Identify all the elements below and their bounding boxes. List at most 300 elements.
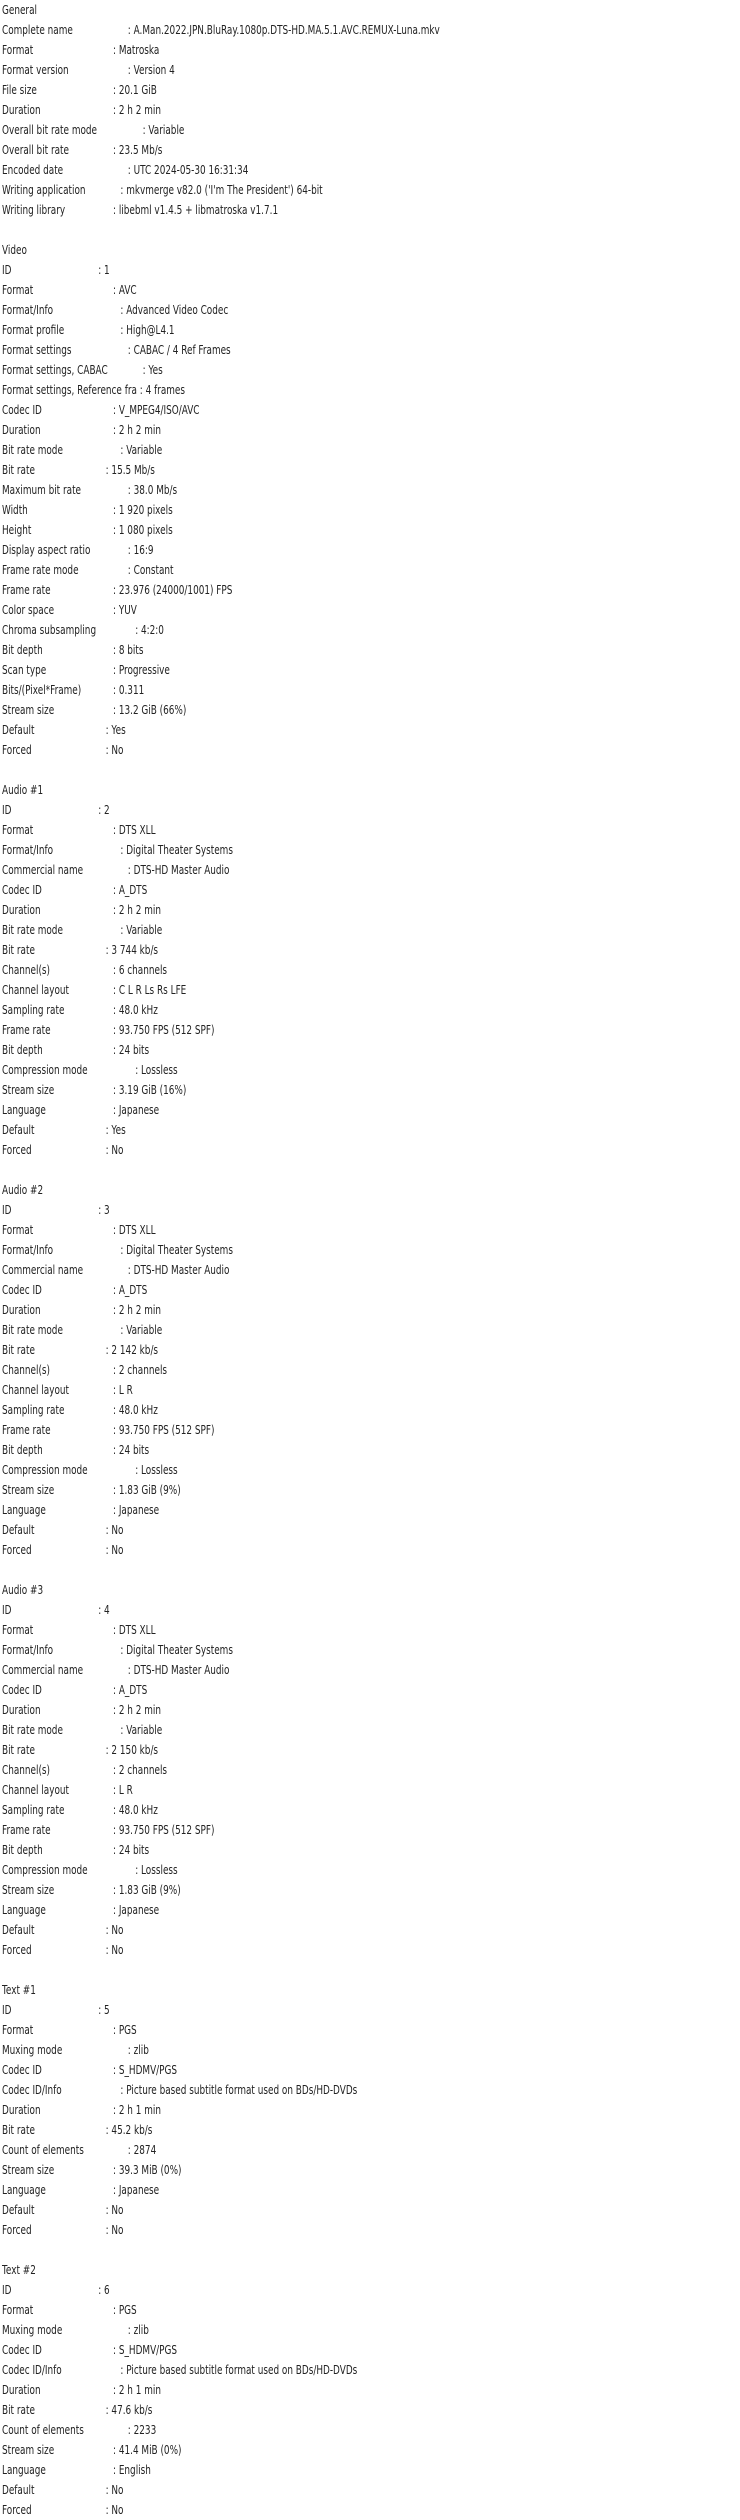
field-label: File size	[2, 83, 37, 97]
field-label: Bit rate	[2, 1743, 35, 1757]
field-label: Height	[2, 523, 32, 537]
field-separator: :	[113, 683, 119, 697]
field-value: C L R Ls Rs LFE	[118, 983, 187, 997]
field-row	[2, 600, 547, 620]
field-separator: :	[113, 1423, 119, 1437]
field-label: Format version	[2, 63, 69, 77]
field-row	[2, 400, 547, 420]
field-row	[2, 2220, 547, 2240]
section-title: General	[2, 3, 37, 17]
field-label: Channel layout	[2, 1383, 69, 1397]
field-label: Codec ID	[2, 883, 42, 897]
field-label: Commercial name	[2, 1663, 84, 1677]
field-label: Codec ID	[2, 2343, 42, 2357]
field-value: 1.83 GiB (9%)	[118, 1483, 181, 1497]
field-value: YUV	[118, 603, 137, 617]
field-row	[2, 1020, 547, 1040]
field-value: 3.19 GiB (16%)	[118, 1083, 187, 1097]
field-row	[2, 360, 547, 380]
field-label: Default	[2, 2483, 35, 2497]
field-label: Compression mode	[2, 1863, 88, 1877]
field-separator: :	[113, 703, 119, 717]
field-separator: :	[113, 1883, 119, 1897]
field-row	[2, 1820, 547, 1840]
field-label: Duration	[2, 2383, 41, 2397]
field-label: Count of elements	[2, 2143, 84, 2157]
field-value: No	[111, 743, 124, 757]
field-separator: :	[127, 343, 134, 357]
field-label: Forced	[2, 2223, 32, 2237]
field-row	[2, 2280, 547, 2300]
field-row	[2, 2040, 547, 2060]
field-label: ID	[2, 263, 12, 277]
field-value: Picture based subtitle format used on BDs/HD-DVDs	[126, 2083, 358, 2097]
field-label: Channel layout	[2, 1783, 69, 1797]
field-label: Language	[2, 1503, 46, 1517]
field-separator: :	[105, 463, 112, 477]
section-general	[2, 0, 547, 240]
field-label: Default	[2, 1123, 35, 1137]
field-row	[2, 2440, 547, 2460]
field-separator: :	[98, 1603, 105, 1617]
field-separator: :	[113, 403, 119, 417]
field-separator: :	[135, 623, 142, 637]
field-label: Commercial name	[2, 863, 84, 877]
field-label: Codec ID	[2, 1683, 42, 1697]
field-row	[2, 680, 547, 700]
field-separator: :	[105, 2123, 112, 2137]
field-value: 3	[104, 1203, 110, 1217]
field-value: No	[111, 1923, 124, 1937]
field-value: S_HDMV/PGS	[118, 2063, 178, 2077]
field-label: Codec ID/Info	[2, 2083, 62, 2097]
field-row	[2, 540, 547, 560]
field-value: 4:2:0	[141, 623, 164, 637]
field-value: 2 142 kb/s	[111, 1343, 159, 1357]
field-value: DTS XLL	[118, 1223, 156, 1237]
field-row	[2, 180, 547, 200]
field-separator: :	[113, 103, 119, 117]
field-row	[2, 1440, 547, 1460]
field-row	[2, 500, 547, 520]
field-row	[2, 1080, 547, 1100]
field-separator: :	[135, 1863, 142, 1877]
field-label: Frame rate mode	[2, 563, 79, 577]
field-row	[2, 2500, 547, 2520]
field-label: Overall bit rate	[2, 143, 70, 157]
field-value: 16:9	[133, 543, 154, 557]
field-row	[2, 2100, 547, 2120]
field-separator: :	[113, 423, 119, 437]
field-separator: :	[113, 963, 119, 977]
field-separator: :	[105, 1343, 112, 1357]
field-separator: :	[142, 123, 149, 137]
field-row	[2, 200, 547, 220]
field-value: Lossless	[141, 1063, 178, 1077]
field-label: Bit depth	[2, 643, 43, 657]
field-row	[2, 2060, 547, 2080]
field-value: Variable	[126, 443, 163, 457]
field-separator: :	[113, 1843, 119, 1857]
field-value: 2 h 1 min	[118, 2103, 161, 2117]
field-label: Forced	[2, 743, 32, 757]
field-label: Duration	[2, 423, 41, 437]
field-row	[2, 2340, 547, 2360]
section-spacer	[2, 1560, 547, 1580]
section-title: Video	[2, 243, 27, 257]
field-label: Format	[2, 283, 34, 297]
field-row	[2, 1340, 547, 1360]
field-value: High@L4.1	[126, 323, 175, 337]
field-value: A.Man.2022.JPN.BluRay.1080p.DTS-HD.MA.5.1.AVC.REMUX-Luna.mkv	[133, 23, 440, 37]
field-row	[2, 880, 547, 900]
field-row	[2, 700, 547, 720]
field-label: Format settings, CABAC	[2, 363, 108, 377]
field-label: Bit rate mode	[2, 1323, 63, 1337]
field-label: Frame rate	[2, 1823, 51, 1837]
field-label: Width	[2, 503, 28, 517]
field-separator: :	[98, 2003, 105, 2017]
field-value: 23.5 Mb/s	[118, 143, 163, 157]
field-label: Language	[2, 2463, 46, 2477]
field-row	[2, 2380, 547, 2400]
field-value: CABAC / 4 Ref Frames	[133, 343, 231, 357]
field-separator: :	[113, 523, 119, 537]
section-spacer	[2, 2240, 547, 2260]
field-label: Duration	[2, 1303, 41, 1317]
field-value: 20.1 GiB	[118, 83, 157, 97]
field-row	[2, 1060, 547, 1080]
field-separator: :	[127, 23, 134, 37]
field-value: DTS XLL	[118, 823, 156, 837]
field-label: Frame rate	[2, 583, 51, 597]
field-separator: :	[127, 163, 134, 177]
field-separator: :	[105, 943, 112, 957]
field-separator: :	[120, 2363, 127, 2377]
field-label: Channel(s)	[2, 963, 51, 977]
field-row	[2, 2140, 547, 2160]
field-value: 8 bits	[118, 643, 144, 657]
field-separator: :	[113, 1503, 119, 1517]
field-separator: :	[113, 1383, 119, 1397]
field-separator: :	[113, 1303, 119, 1317]
field-value: A_DTS	[118, 1283, 148, 1297]
field-value: A_DTS	[118, 883, 148, 897]
section-video	[2, 240, 547, 780]
field-label: Bit rate	[2, 463, 35, 477]
field-separator: :	[135, 1463, 142, 1477]
field-separator: :	[135, 1063, 142, 1077]
field-value: 39.3 MiB (0%)	[118, 2163, 182, 2177]
field-value: 13.2 GiB (66%)	[118, 703, 187, 717]
field-value: 2233	[133, 2423, 157, 2437]
field-label: Bit rate mode	[2, 443, 63, 457]
field-row	[2, 140, 547, 160]
field-label: Format	[2, 1223, 34, 1237]
field-label: Format/Info	[2, 1243, 54, 1257]
field-value: UTC 2024-05-30 16:31:34	[133, 163, 249, 177]
field-label: Muxing mode	[2, 2043, 63, 2057]
field-separator: :	[105, 1523, 112, 1537]
field-row	[2, 1300, 547, 1320]
field-row	[2, 1800, 547, 1820]
field-separator: :	[105, 1943, 112, 1957]
field-value: 2 150 kb/s	[111, 1743, 159, 1757]
field-row	[2, 1280, 547, 1300]
field-row	[2, 2200, 547, 2220]
field-separator: :	[105, 1143, 112, 1157]
section-spacer	[2, 1160, 547, 1180]
field-row	[2, 260, 547, 280]
field-row	[2, 1900, 547, 1920]
field-separator: :	[136, 383, 146, 397]
field-row	[2, 580, 547, 600]
field-value: 2 h 2 min	[118, 103, 161, 117]
field-row	[2, 320, 547, 340]
field-separator: :	[113, 203, 119, 217]
section-title: Text #2	[2, 2263, 36, 2277]
field-label: Bit rate mode	[2, 1723, 63, 1737]
section-title: Audio #2	[2, 1183, 44, 1197]
field-label: Bit rate	[2, 2123, 35, 2137]
field-value: 2 h 2 min	[118, 903, 161, 917]
field-separator: :	[113, 823, 119, 837]
section-text-1	[2, 1980, 547, 2260]
field-row	[2, 1380, 547, 1400]
field-label: Stream size	[2, 1883, 55, 1897]
field-value: libebml v1.4.5 + libmatroska v1.7.1	[118, 203, 279, 217]
field-separator: :	[127, 2043, 134, 2057]
field-row	[2, 1460, 547, 1480]
field-value: 2 channels	[118, 1763, 168, 1777]
field-separator: :	[120, 1643, 127, 1657]
field-label: Commercial name	[2, 1263, 84, 1277]
field-separator: :	[127, 483, 134, 497]
field-separator: :	[113, 2303, 119, 2317]
field-separator: :	[127, 2143, 134, 2157]
field-separator: :	[113, 2163, 119, 2177]
field-label: Writing library	[2, 203, 66, 217]
field-row	[2, 2400, 547, 2420]
field-row	[2, 1860, 547, 1880]
field-row	[2, 980, 547, 1000]
field-value: Digital Theater Systems	[126, 1643, 233, 1657]
field-label: ID	[2, 803, 12, 817]
field-row	[2, 940, 547, 960]
field-row	[2, 920, 547, 940]
field-label: Overall bit rate mode	[2, 123, 98, 137]
field-separator: :	[127, 1263, 134, 1277]
field-separator: :	[113, 1003, 119, 1017]
field-value: DTS-HD Master Audio	[133, 1263, 230, 1277]
field-label: Encoded date	[2, 163, 64, 177]
field-label: ID	[2, 1203, 12, 1217]
field-value: Variable	[126, 1723, 163, 1737]
field-separator: :	[113, 43, 119, 57]
field-separator: :	[120, 443, 127, 457]
field-label: Codec ID	[2, 403, 42, 417]
field-row	[2, 2160, 547, 2180]
field-row	[2, 120, 547, 140]
field-value: 4 frames	[145, 383, 186, 397]
field-label: Default	[2, 1923, 35, 1937]
field-label: ID	[2, 2283, 12, 2297]
field-row	[2, 1540, 547, 1560]
field-value: No	[111, 1543, 124, 1557]
field-row	[2, 460, 547, 480]
field-value: Picture based subtitle format used on BDs/HD-DVDs	[126, 2363, 358, 2377]
section-audio-3	[2, 1580, 547, 1980]
field-value: 2 h 2 min	[118, 1303, 161, 1317]
section-spacer	[2, 1960, 547, 1980]
field-separator: :	[127, 863, 134, 877]
field-value: Variable	[126, 923, 163, 937]
field-row	[2, 340, 547, 360]
field-label: Bit rate	[2, 1343, 35, 1357]
field-separator: :	[113, 643, 119, 657]
field-separator: :	[127, 2323, 134, 2337]
field-row	[2, 620, 547, 640]
field-row	[2, 2120, 547, 2140]
field-label: Bits/(Pixel*Frame)	[2, 683, 82, 697]
field-separator: :	[113, 2183, 119, 2197]
field-value: 1 080 pixels	[118, 523, 173, 537]
field-label: Stream size	[2, 1083, 55, 1097]
field-label: Chroma subsampling	[2, 623, 97, 637]
field-value: 5	[104, 2003, 110, 2017]
field-separator: :	[127, 1663, 134, 1677]
field-row	[2, 40, 547, 60]
field-value: No	[111, 2503, 124, 2517]
field-value: 48.0 kHz	[118, 1803, 158, 1817]
field-value: 93.750 FPS (512 SPF)	[118, 1023, 215, 1037]
field-separator: :	[105, 2403, 112, 2417]
field-separator: :	[120, 843, 127, 857]
field-row	[2, 1480, 547, 1500]
field-row	[2, 800, 547, 820]
field-separator: :	[105, 2483, 112, 2497]
field-value: Progressive	[118, 663, 170, 677]
field-label: Bit depth	[2, 1043, 43, 1057]
field-value: Yes	[111, 723, 126, 737]
field-separator: :	[105, 1743, 112, 1757]
field-separator: :	[113, 1103, 119, 1117]
field-separator: :	[105, 1923, 112, 1937]
field-separator: :	[113, 603, 119, 617]
field-row	[2, 720, 547, 740]
field-row	[2, 80, 547, 100]
field-value: PGS	[118, 2303, 137, 2317]
field-label: Language	[2, 2183, 46, 2197]
field-label: Format	[2, 823, 34, 837]
field-label: Forced	[2, 1543, 32, 1557]
field-value: 47.6 kb/s	[111, 2403, 153, 2417]
field-label: Color space	[2, 603, 55, 617]
field-value: Japanese	[118, 1903, 160, 1917]
field-label: Compression mode	[2, 1463, 88, 1477]
field-value: No	[111, 2223, 124, 2237]
field-separator: :	[113, 2443, 119, 2457]
section-spacer	[2, 220, 547, 240]
field-label: Format	[2, 2303, 34, 2317]
section-audio-1	[2, 780, 547, 1180]
field-label: Format settings	[2, 343, 72, 357]
field-row	[2, 1760, 547, 1780]
field-value: Japanese	[118, 2183, 160, 2197]
field-value: S_HDMV/PGS	[118, 2343, 178, 2357]
field-label: Stream size	[2, 1483, 55, 1497]
field-row	[2, 2080, 547, 2100]
field-label: Format	[2, 43, 34, 57]
field-row	[2, 660, 547, 680]
field-value: 41.4 MiB (0%)	[118, 2443, 182, 2457]
field-row	[2, 1000, 547, 1020]
field-label: Format/Info	[2, 843, 54, 857]
field-separator: :	[113, 283, 119, 297]
field-label: Bit rate mode	[2, 923, 63, 937]
field-label: Display aspect ratio	[2, 543, 91, 557]
field-label: Bit rate	[2, 943, 35, 957]
field-label: ID	[2, 2003, 12, 2017]
field-value: 3 744 kb/s	[111, 943, 159, 957]
field-row	[2, 1700, 547, 1720]
field-label: Channel(s)	[2, 1763, 51, 1777]
field-value: L R	[118, 1783, 133, 1797]
field-row	[2, 1420, 547, 1440]
field-row	[2, 960, 547, 980]
field-separator: :	[113, 663, 119, 677]
field-separator: :	[113, 883, 119, 897]
field-row	[2, 1400, 547, 1420]
field-value: 48.0 kHz	[118, 1403, 158, 1417]
field-separator: :	[113, 903, 119, 917]
field-separator: :	[113, 1783, 119, 1797]
field-label: Stream size	[2, 2443, 55, 2457]
field-row	[2, 520, 547, 540]
field-label: Format	[2, 2023, 34, 2037]
field-label: Count of elements	[2, 2423, 84, 2437]
field-value: 24 bits	[118, 1043, 150, 1057]
field-value: 93.750 FPS (512 SPF)	[118, 1823, 215, 1837]
field-value: AVC	[118, 283, 137, 297]
section-audio-2	[2, 1180, 547, 1580]
field-separator: :	[127, 563, 134, 577]
field-label: Language	[2, 1103, 46, 1117]
field-row	[2, 1260, 547, 1280]
field-row	[2, 2420, 547, 2440]
field-label: Bit depth	[2, 1443, 43, 1457]
field-value: Version 4	[133, 63, 175, 77]
field-separator: :	[113, 1703, 119, 1717]
field-row	[2, 1660, 547, 1680]
field-label: Forced	[2, 1143, 32, 1157]
field-value: Yes	[148, 363, 163, 377]
field-label: Scan type	[2, 663, 47, 677]
field-value: Constant	[133, 563, 174, 577]
field-row	[2, 840, 547, 860]
field-row	[2, 1840, 547, 1860]
field-row	[2, 2180, 547, 2200]
field-separator: :	[113, 1403, 119, 1417]
field-label: Format	[2, 1623, 34, 1637]
field-separator: :	[120, 303, 127, 317]
field-value: Advanced Video Codec	[126, 303, 229, 317]
field-row	[2, 1240, 547, 1260]
field-row	[2, 1920, 547, 1940]
field-row	[2, 1680, 547, 1700]
field-separator: :	[98, 803, 105, 817]
field-value: English	[118, 2463, 151, 2477]
